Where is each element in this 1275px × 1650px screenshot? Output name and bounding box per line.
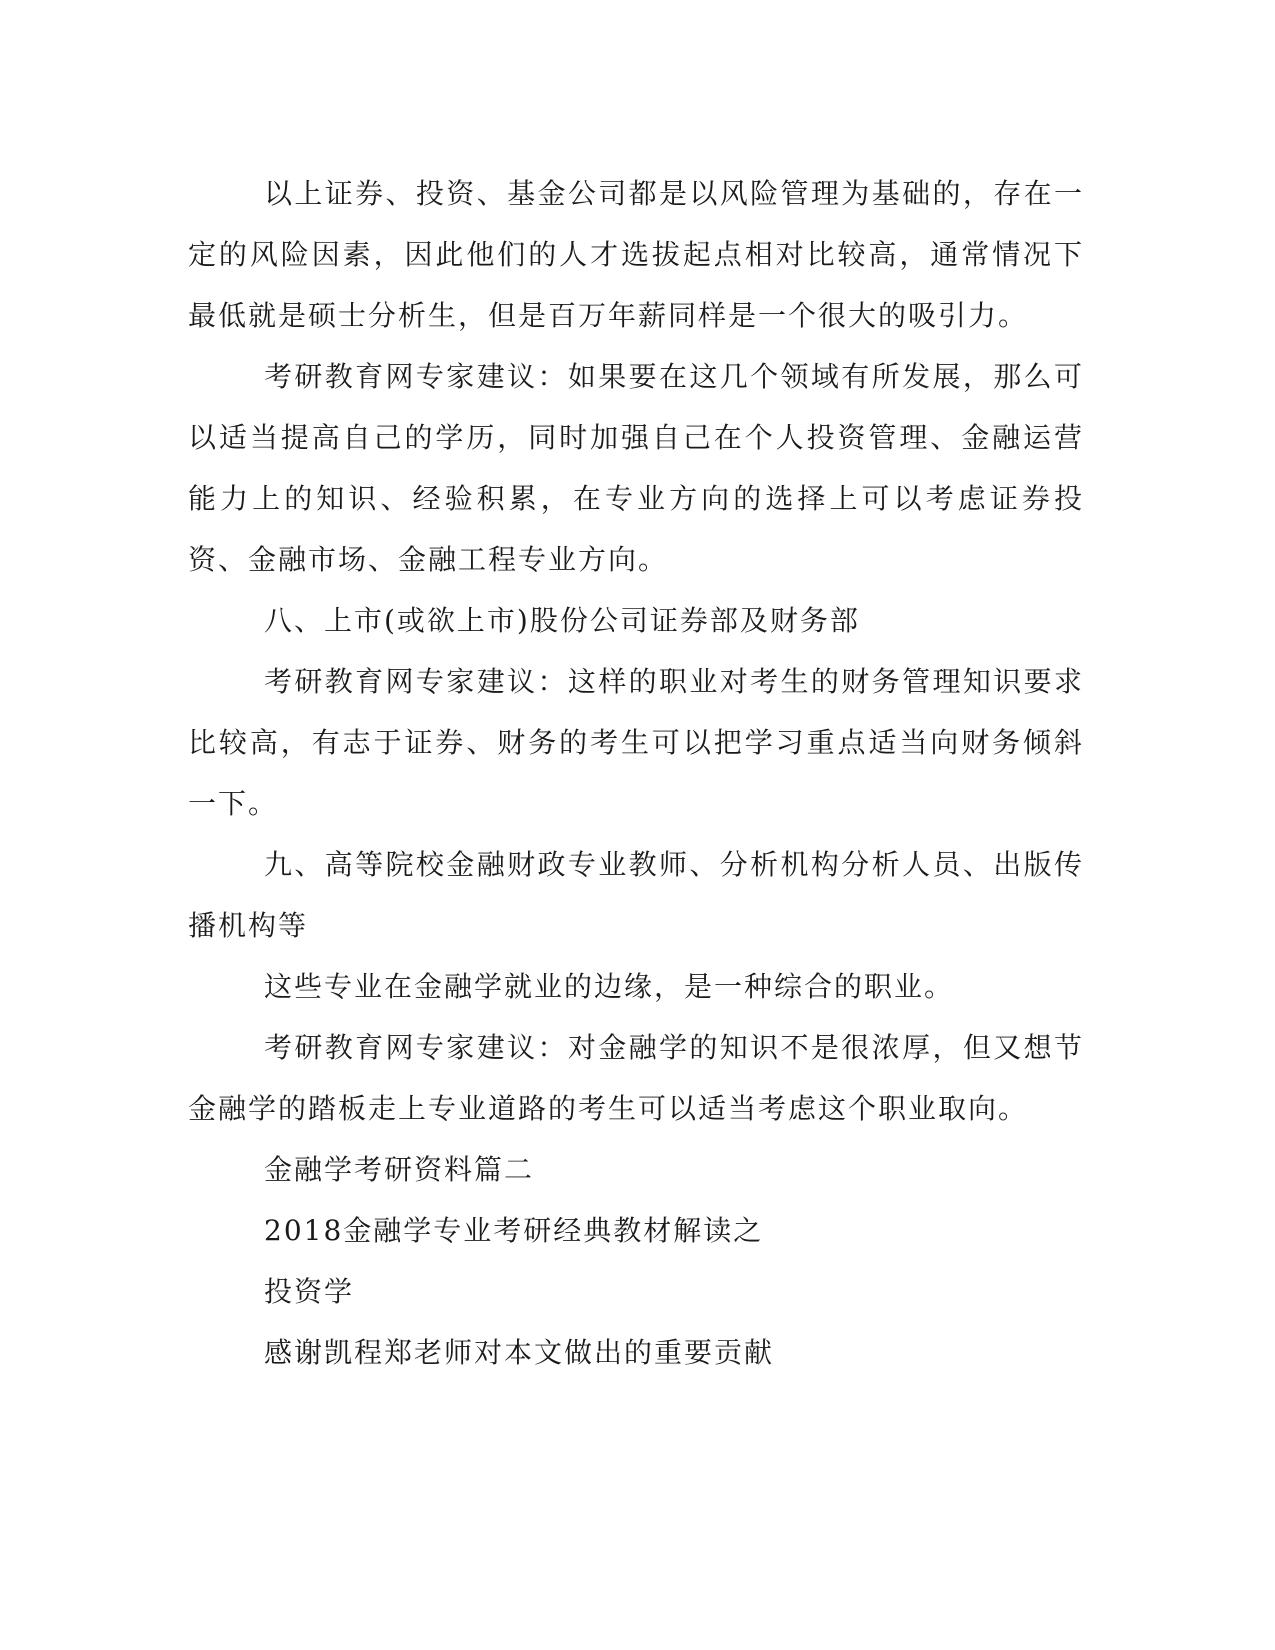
- paragraph-edge-careers: 这些专业在金融学就业的边缘，是一种综合的职业。: [264, 970, 955, 1003]
- acknowledgement-line: 感谢凯程郑老师对本文做出的重要贡献: [264, 1336, 775, 1369]
- paragraph-expert-advice-1: 考研教育网专家建议：如果要在这几个领域有所发展，那么可以适当提高自己的学历，同时加强自己在个人投资管理、金融运营能力上的知识、经验积累，在专业方向的选择上可以考虑证券投资、金融市场、金融工程专业方向。: [188, 360, 1084, 576]
- heading-section-8: 八、上市(或欲上市)股份公司证券部及财务部: [264, 604, 860, 637]
- paragraph-expert-advice-2: 考研教育网专家建议：这样的职业对考生的财务管理知识要求比较高，有志于证券、财务的考生可以把学习重点适当向财务倾斜一下。: [188, 665, 1084, 820]
- document-body: [188, 163, 1084, 1383]
- heading-section-9: 九、高等院校金融财政专业教师、分析机构分析人员、出版传播机构等: [188, 848, 1084, 942]
- heading-part-two: 金融学考研资料篇二: [264, 1153, 535, 1186]
- heading-investment-studies: 投资学: [264, 1275, 355, 1308]
- paragraph-risk-management: 以上证券、投资、基金公司都是以风险管理为基础的，存在一定的风险因素，因此他们的人才选拔起点相对比较高，通常情况下最低就是硕士分析生，但是百万年薪同样是一个很大的吸引力。: [188, 177, 1084, 332]
- paragraph-expert-advice-3: 考研教育网专家建议：对金融学的知识不是很浓厚，但又想节金融学的踏板走上专业道路的考生可以适当考虑这个职业取向。: [188, 1031, 1084, 1125]
- heading-textbook-review: 2018金融学专业考研经典教材解读之: [264, 1214, 764, 1247]
